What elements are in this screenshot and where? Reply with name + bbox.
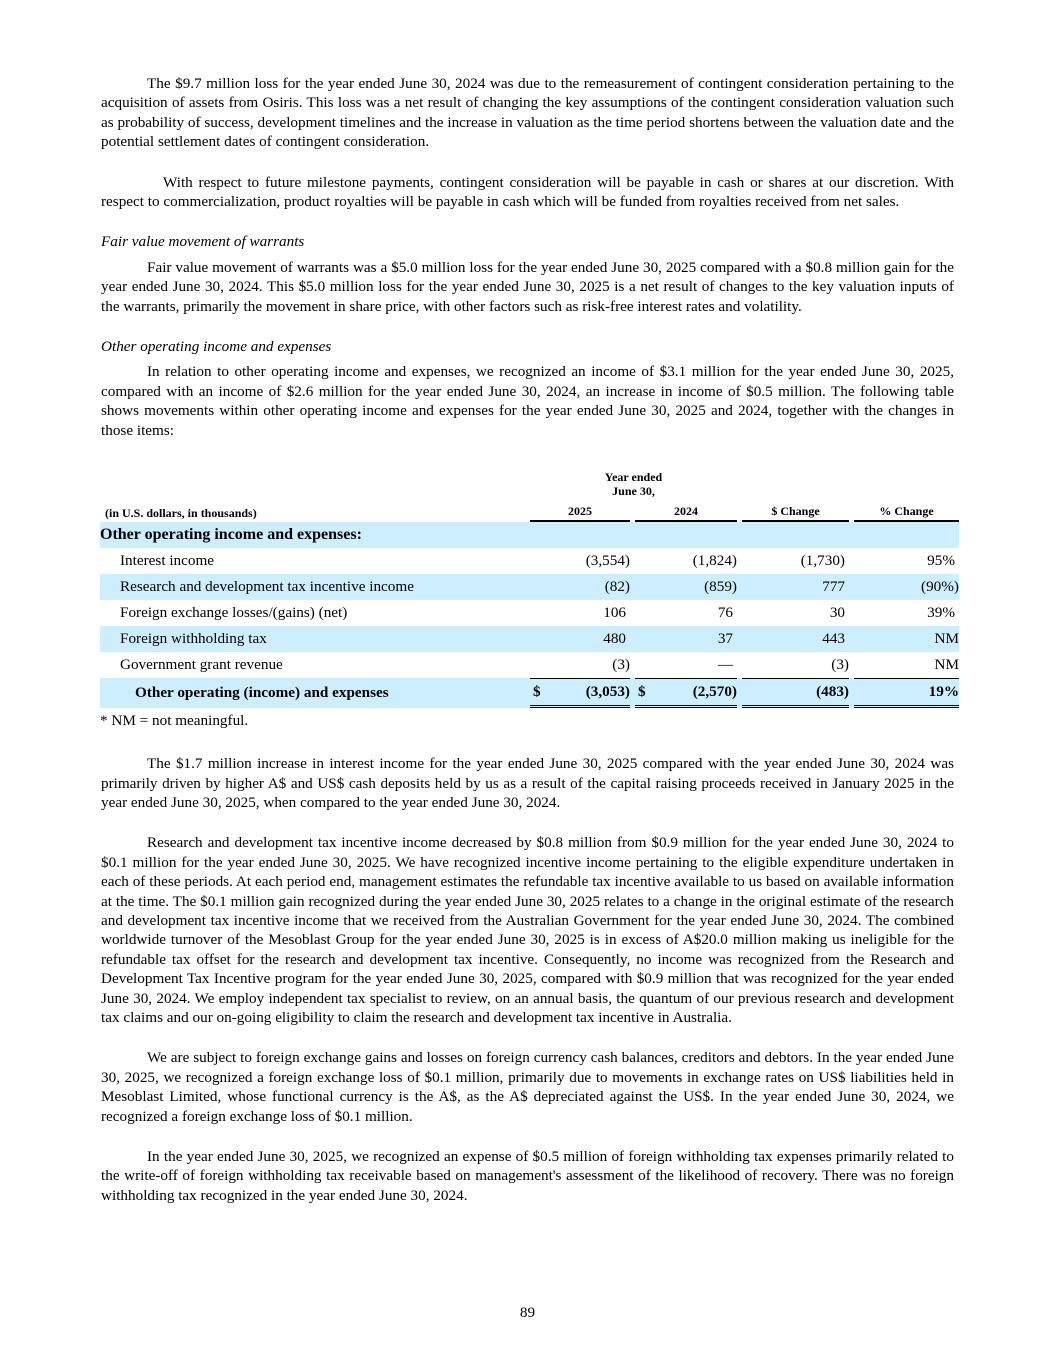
col-header-2025: 2025 [530,498,630,522]
table-row: Interest income (3,554) (1,824) (1,730) 95% [120,552,955,570]
table-row: Foreign withholding tax 480 37 443 NM [100,626,959,652]
paragraph-withholding-tax: In the year ended June 30, 2025, we recognized an expense of $0.5 million of foreign withholding tax expenses primarily related to the write-off of foreign withholding tax receivable based on management's assessment of the likelihood of recovery. There was no foreign withholding tax recognized in the year ended June 30, 2024. [101,1148,954,1204]
page-number: 89 [519,1304,536,1321]
total-2025: $ (3,053) [530,678,630,708]
paragraph-contingent-consideration-loss: The $9.7 million loss for the year ended June 30, 2024 was due to the remeasurement of contingent consideration pertaining to the acquisition of assets from Osiris. This loss was a net result of changing the key assumptions of the contingent consideration valuation such as probability of success, development timelines and the increase in valuation as the time period shortens between the valuation date and the potential settlement dates of contingent consideration. [101,75,954,151]
footnote: * NM = not meaningful. [100,712,249,730]
document-page [100,74,959,1205]
table-row: Foreign exchange losses/(gains) (net) 106 76 30 39% [120,604,955,622]
other-operating-table [100,468,959,734]
total-2024: $ (2,570) [635,678,737,708]
table-group-header-row [100,468,959,498]
table-section-row [100,522,959,548]
paragraph-other-operating: In relation to other operating income and expenses, we recognized an income of $3.1 million for the year ended June 30, 2025, compared with an income of $2.6 million for the year ended June 30, 2024, an increase in income of $0.5 million. The following table shows movements within other operating income and expenses for the year ended June 30, 2025 and 2024, together with the changes in those items: [101,363,954,439]
total-pct: 19% [854,678,959,708]
paragraph-interest-income: The $1.7 million increase in interest income for the year ended June 30, 2025 compared with the year ended June 30, 2024 was primarily driven by higher A$ and US$ cash deposits held by us as a result of the capital raising proceeds received in January 2025 in the year ended June 30, 2025, when compared to the year ended June 30, 2024. [101,755,954,811]
total-label: Other operating (income) and expenses [135,684,389,702]
paragraph-foreign-exchange: We are subject to foreign exchange gains and losses on foreign currency cash balances, creditors and debtors. In the year ended June 30, 2025, we recognized a foreign exchange loss of $0.1 million, primarily due to movements in exchange rates on US$ liabilities held in Mesoblast Limited, whose functional currency is the A$, as the A$ depreciated against the US$. In the year ended June 30, 2024, we recognized a foreign exchange loss of $0.1 million. [101,1049,954,1125]
table-column-header-row [100,498,959,522]
paragraph-rd-tax-incentive: Research and development tax incentive income decreased by $0.8 million from $0.9 million for the year ended June 30, 2024 to $0.1 million for the year ended June 30, 2025. We have recognized incentive income pertaining to the eligible expenditure undertaken in each of these periods. At each period end, management estimates the refundable tax incentive available to us based on available information at the time. The $0.1 million gain recognized during the year ended June 30, 2025 relates to a change in the original estimate of the research and development tax incentive income that we received from the Australian Government for the year ended June 30, 2024. The combined worldwide turnover of the Mesoblast Group for the year ended June 30, 2025 is in excess of A$20.0 million making us ineligible for the refundable tax offset for the research and development tax incentive. Consequently, no income was recognized from the Research and Development Tax Incentive program for the year ended June 30, 2025, compared with $0.9 million that was recognized for the year ended June 30, 2024. We employ independent tax specialist to review, on an annual basis, the quantum of our previous research and development tax claims and our on-going eligibility to claim the research and development tax incentive in Australia. [101,834,954,1026]
table-row: Government grant revenue (3) — (3) NM [120,656,959,674]
table-row: Research and development tax incentive income (82) (859) 777 (90%) [100,574,959,600]
col-header-pct-change: % Change [854,498,959,522]
section-label: Other operating income and expenses: [100,526,362,544]
table-total-row [100,678,959,708]
total-change: (483) [742,678,849,708]
table-footnote-row [100,708,959,734]
heading-fair-value-warrants: Fair value movement of warrants [101,233,305,251]
col-header-dollar-change: $ Change [742,498,849,522]
paragraph-fair-value-warrants: Fair value movement of warrants was a $5.0 million loss for the year ended June 30, 2025 compared with a $0.8 million gain for the year ended June 30, 2024. This $5.0 million loss for the year ended June 30, 2025 is a net result of changes to the key valuation inputs of the warrants, primarily the movement in share price, with other factors such as risk-free interest rates and volatility. [101,258,954,315]
year-ended-header: Year ended June 30, [604,470,663,499]
col-header-2024: 2024 [635,498,737,522]
units-label: (in U.S. dollars, in thousands) [105,506,257,521]
paragraph-milestone-payments: With respect to future milestone payments, contingent consideration will be payable in cash or shares at our discretion. With respect to commercialization, product royalties will be payable in cash which will be funded from royalties received from net sales. [101,173,954,211]
heading-other-operating: Other operating income and expenses [101,338,332,356]
